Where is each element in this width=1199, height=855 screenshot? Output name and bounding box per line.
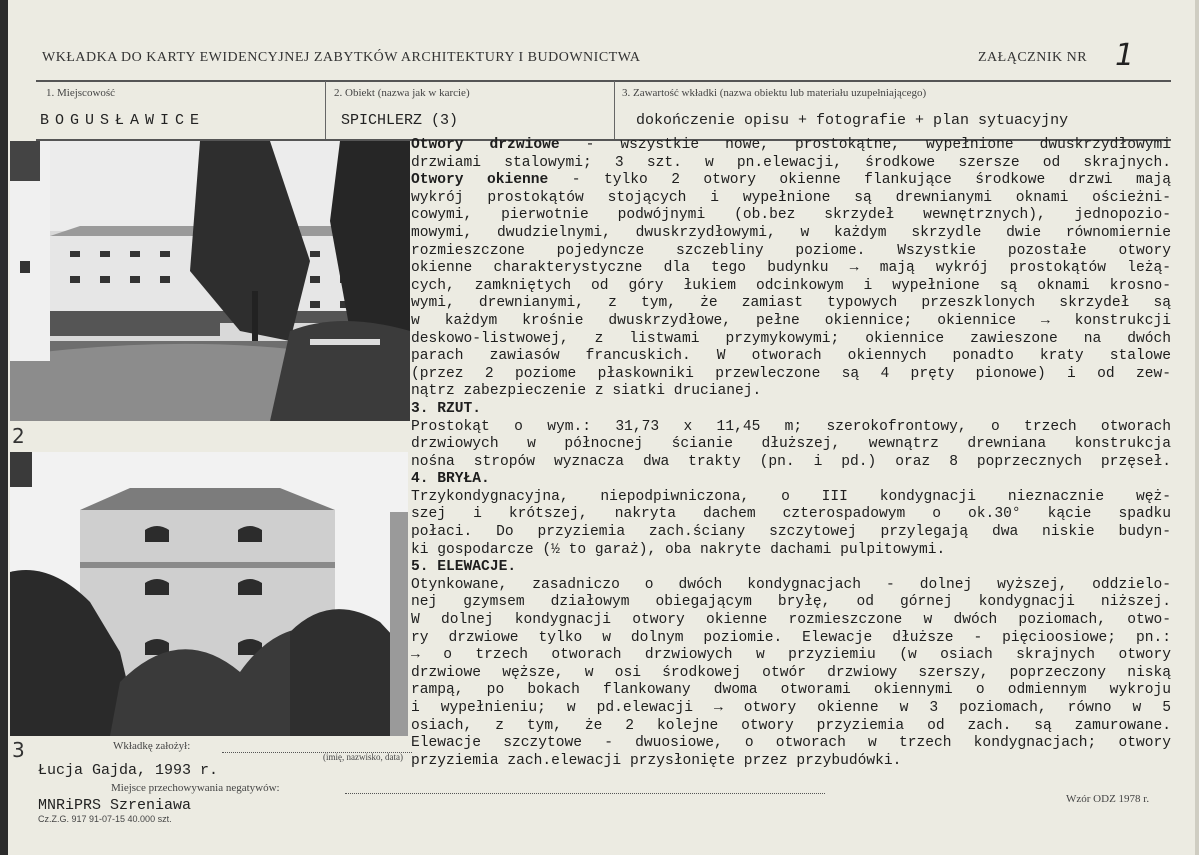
description-text-run: ki gospodarcze (½ to garaż), oba nakryte dachami pulpitowymi. (411, 541, 946, 558)
annex-number: 1 (1115, 38, 1135, 73)
description-text-run: (przez 2 poziome płaskowniki przewleczone są 4 pręty pionowe) i od zew- (411, 365, 1171, 382)
description-line (411, 436, 1171, 454)
description-line (411, 594, 1171, 612)
description-line (411, 577, 1171, 595)
description-line (411, 647, 1171, 665)
description-text-run: mowymi, dwudzielnymi, dwuskrzydłowymi, w każdym skrzydle dwie równomiernie (411, 224, 1171, 241)
description-text (411, 137, 1171, 770)
description-line (411, 471, 1171, 489)
description-line (411, 630, 1171, 648)
description-line (411, 454, 1171, 472)
field-divider-1 (325, 81, 326, 139)
description-line (411, 207, 1171, 225)
description-line (411, 278, 1171, 296)
description-line (411, 190, 1171, 208)
description-text-run: Prostokąt o wym.: 31,73 x 11,45 m; szerokofrontowy, o trzech otworach (411, 418, 1171, 435)
description-text-run: drzwiowych w północnej ścianie dłuższej, wewnątrz drewniana konstrukcja (411, 436, 1171, 453)
description-line (411, 612, 1171, 630)
object-label: 2. Obiekt (nazwa jak w karcie) (334, 87, 470, 99)
place-label: 1. Miejscowość (46, 87, 116, 99)
description-text-run: okienne charakterystyczne dla tego budynku → mają wykrój prostokątów leżą- (411, 260, 1171, 277)
description-text-run: przyziemia zach.elewacji przysłonięte przez przybudówki. (411, 752, 902, 769)
description-line (411, 295, 1171, 313)
description-text-run: nośna stropów wyznacza dwa trakty (pn. i pd.) oraz 8 poprzecznych przęseł. (411, 453, 1171, 470)
description-text-run: drzwiami stalowymi; 3 szt. w pn.elewacji, środkowe szersze od skrajnych. (411, 154, 1171, 171)
description-text-run: w każdym krośnie dwuskrzydłowe, pełne okiennice; okiennice → konstrukcji (411, 312, 1171, 329)
description-line (411, 753, 1171, 771)
description-text-run: → o trzech otworach drzwiowych w przyziemiu (w osiach skrajnych otwory (411, 647, 1171, 664)
description-text-run: parach zawiasów francuskich. W otworach okiennych ponadto kraty stalowe (411, 348, 1171, 365)
description-text-run: szej i krótszej, nakryta dachem czterospadowym o ok.30° kącie spadku (411, 506, 1171, 523)
photo-granary-gable-image (10, 452, 408, 736)
description-text-run: rozmieszczone pojedyncze szczebliny poziome. Wszystkie pozostałe otwory (411, 242, 1171, 259)
description-text-run: Trzykondygnacyjna, niepodpiwniczona, o III kondygnacji nieznacznie węż- (411, 488, 1171, 505)
field-divider-2 (614, 81, 615, 139)
description-text-run: wykrój prostokątów stojących i wypełnione są drewnianymi oknami ościeżni- (411, 189, 1171, 206)
description-text-run: - tylko 2 otwory okienne flankujące środkowe drzwi mają (548, 172, 1171, 189)
description-heading: Otwory drzwiowe (411, 137, 560, 153)
photo-granary-view-image (10, 141, 410, 421)
description-text-run: wymi, drewnianymi, z tym, że zamiast typowych przeszklonych skrzydeł są (411, 295, 1171, 312)
description-text-run: cowymi, pierwotnie podwójnymi (ob.bez skrzydeł wewnętrznych), jednopozio- (411, 207, 1171, 224)
description-heading: 5. ELEWACJE. (411, 559, 517, 576)
description-text-run: nątrz zabezpieczenie z siatki drucianej. (411, 383, 762, 400)
description-line (411, 718, 1171, 736)
description-line (411, 559, 1171, 577)
description-text-run: nej gzymsem działowym obiegającym bryłę, od górnej kondygnacji niższej. (411, 594, 1171, 611)
description-text-run: deskowo-listwowej, z listwami przymykowymi; okiennice zawieszone na dwóch (411, 330, 1171, 347)
negatives-location-value: MNRiPRS Szreniawa (38, 797, 192, 814)
content-label: 3. Zawartość wkładki (nazwa obiektu lub materiału uzupełniającego) (622, 87, 927, 99)
description-line (411, 682, 1171, 700)
description-line (411, 366, 1171, 384)
description-text-run: Elewacje szczytowe - dwuosiowe, o otworach w trzech kondygnacjach; otwory (411, 735, 1171, 752)
scan-edge-left (0, 0, 8, 855)
description-line (411, 506, 1171, 524)
description-text-run: i wypełnieniu; w pd.elewacji → otwory okienne w 3 poziomach, równo w 5 (411, 700, 1171, 716)
content-value: dokończenie opisu + fotografie + plan sytuacyjny (636, 112, 1069, 129)
description-line (411, 489, 1171, 507)
description-line (411, 542, 1171, 560)
description-line (411, 331, 1171, 349)
description-line (411, 524, 1171, 542)
photo-granary-gable (10, 452, 408, 736)
photo-granary-view (10, 141, 410, 421)
description-line (411, 348, 1171, 366)
description-line (411, 383, 1171, 401)
form-title: WKŁADKA DO KARTY EWIDENCYJNEJ ZABYTKÓW ARCHITEKTURY I BUDOWNICTWA (42, 50, 641, 65)
description-text-run: połaci. Do przyziemia zach.ściany szczytowej przylegają dwa niskie budyn- (411, 524, 1171, 541)
scan-edge-right (1195, 0, 1199, 855)
description-text-run: - wszystkie nowe, prostokątne, wypełnione dwuskrzydłowymi (559, 137, 1171, 153)
form-template: Wzór ODZ 1978 r. (1066, 793, 1150, 805)
description-heading: Otwory okienne (411, 172, 549, 189)
description-line (411, 735, 1171, 753)
print-info: Cz.Z.G. 917 91-07-15 40.000 szt. (38, 814, 172, 824)
photo-3-number: 3 (12, 738, 25, 762)
header-rule-top (36, 80, 1171, 82)
description-text-run: osiach, z tym, że 2 kolejne otwory przyziemia od zach. są zamurowane. (411, 717, 1171, 734)
description-line (411, 172, 1171, 190)
description-text-run: cych, zamkniętych od góry łukiem odcinkowym i wypełnione są oknami krosno- (411, 277, 1171, 294)
description-line (411, 137, 1171, 155)
photo-2-number: 2 (12, 424, 25, 448)
insert-created-sublabel: (imię, nazwisko, data) (323, 752, 403, 762)
insert-author: Łucja Gajda, 1993 r. (38, 762, 219, 779)
place-value: BOGUSŁAWICE (40, 112, 206, 129)
description-line (411, 313, 1171, 331)
description-heading: 4. BRYŁA. (411, 471, 490, 488)
description-line (411, 700, 1171, 718)
description-line (411, 260, 1171, 278)
description-line (411, 155, 1171, 173)
description-line (411, 665, 1171, 683)
insert-created-label: Wkładkę założył: (113, 740, 191, 752)
description-heading: 3. RZUT. (411, 400, 482, 417)
annex-label: ZAŁĄCZNIK NR (978, 50, 1088, 65)
description-text-run: drzwiowe węższe, w osi środkowej otwór drzwiowy szerszy, poprzeczony niską (411, 664, 1171, 681)
description-text-run: Otynkowane, zasadniczo o dwóch kondygnacjach - dolnej wyższej, oddzielo- (411, 576, 1171, 593)
description-line (411, 243, 1171, 261)
description-line (411, 419, 1171, 437)
negatives-location-line (345, 793, 825, 794)
description-text-run: W dolnej kondygnacji otwory okienne rozmieszczone w dwóch poziomach, otwo- (411, 612, 1171, 629)
description-text-run: ry drzwiowe tylko w dolnym poziomie. Elewacje dłuższe - pięcioosiowe; pn.: (411, 629, 1171, 646)
object-value: SPICHLERZ (3) (341, 112, 459, 129)
description-line (411, 225, 1171, 243)
description-line (411, 401, 1171, 419)
description-text-run: rampą, po bokach flankowany dwoma otworami okiennymi o odmiennym wykroju (411, 682, 1171, 699)
negatives-location-label: Miejsce przechowywania negatywów: (111, 782, 280, 794)
